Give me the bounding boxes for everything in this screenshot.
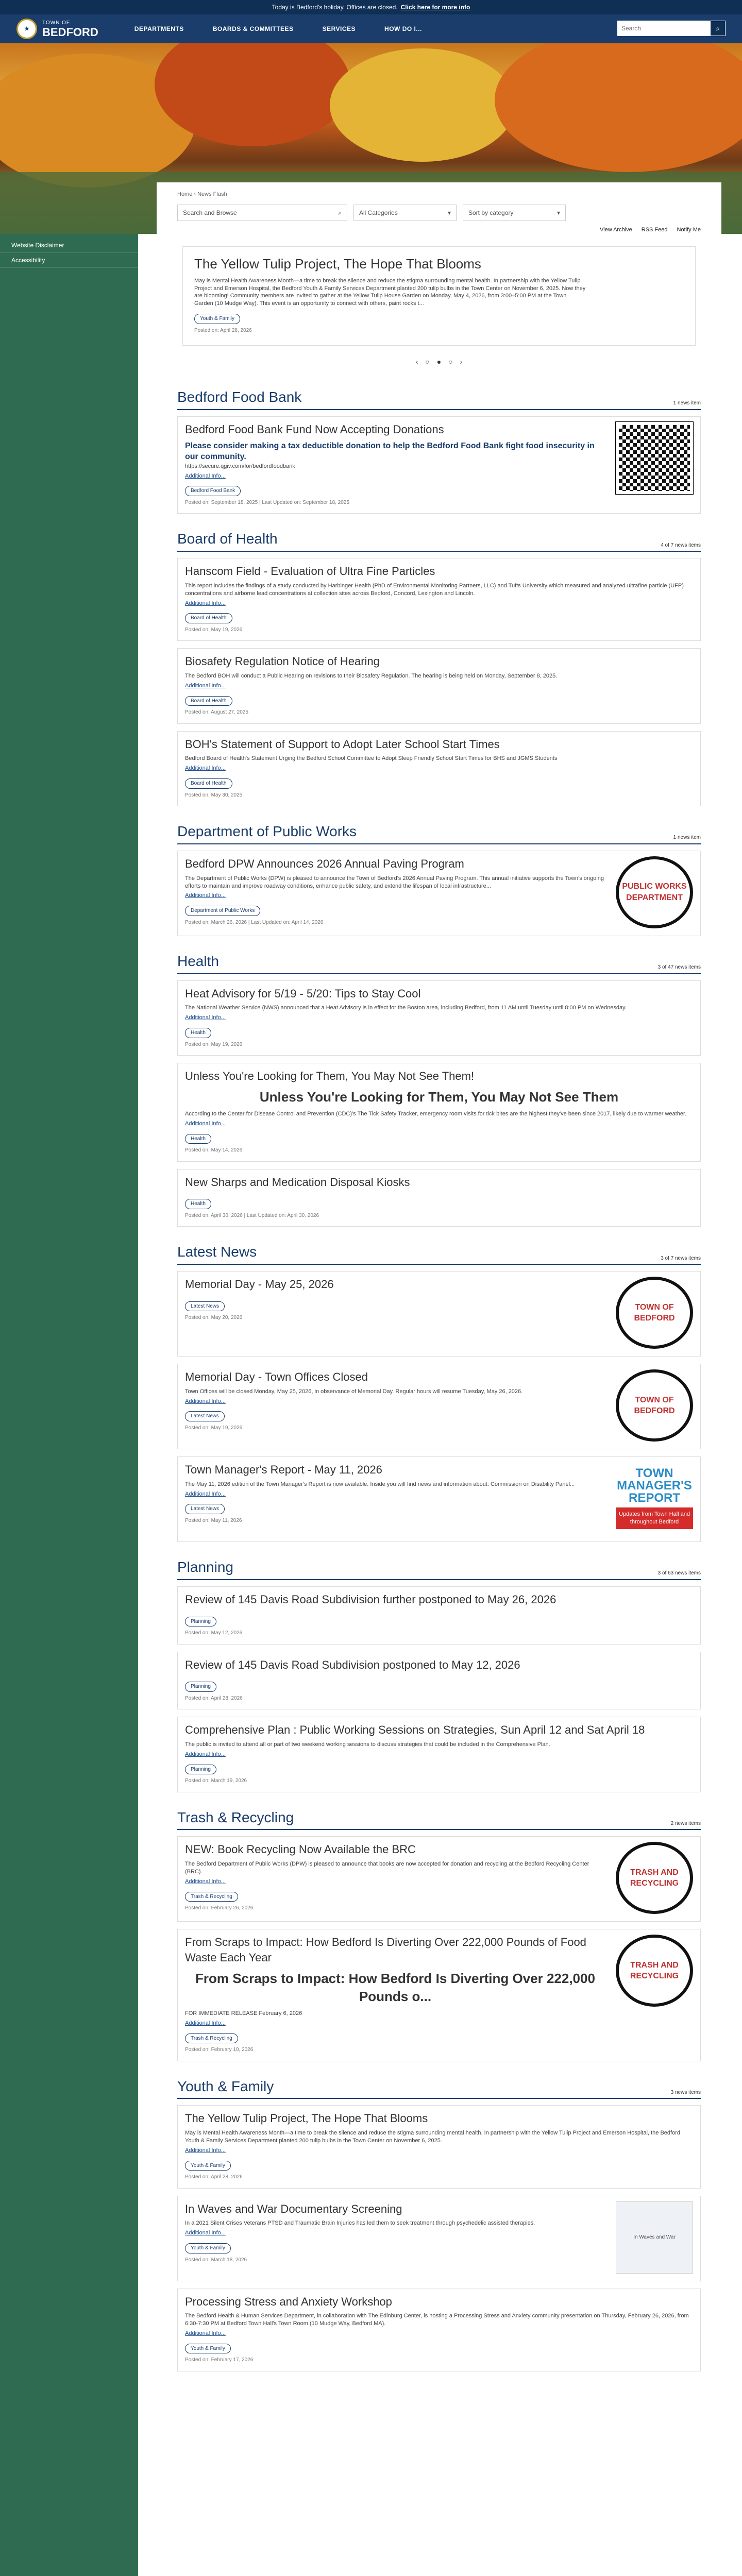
section-title[interactable]: Board of Health bbox=[177, 531, 278, 547]
news-item-meta: Posted on: May 20, 2026 bbox=[185, 1315, 243, 1321]
section-count: 3 of 7 news items bbox=[661, 1255, 701, 1261]
section-count: 1 news item bbox=[673, 400, 701, 406]
sidebar bbox=[0, 234, 138, 2576]
news-item bbox=[177, 2289, 701, 2371]
news-item bbox=[177, 1364, 701, 1449]
news-search-field[interactable] bbox=[177, 205, 347, 221]
news-section bbox=[177, 822, 701, 936]
carousel-controls bbox=[177, 357, 701, 367]
news-item bbox=[177, 648, 701, 723]
news-item-excerpt: https://secure.qgiv.com/for/bedfordfoodbank bbox=[185, 463, 295, 469]
news-item-title[interactable]: In Waves and War Documentary Screening bbox=[185, 2202, 402, 2215]
news-item bbox=[177, 416, 701, 514]
news-item-body bbox=[185, 1842, 605, 1914]
news-item-tag[interactable]: Bedford Food Bank bbox=[185, 486, 241, 496]
news-item-title[interactable]: The Yellow Tulip Project, The Hope That Blooms bbox=[185, 2112, 428, 2125]
town-seal-icon: ★ bbox=[16, 19, 37, 39]
additional-info-link[interactable]: Additional Info... bbox=[185, 2020, 226, 2026]
seal-logo-image: TOWN OF BEDFORD bbox=[616, 1369, 693, 1442]
news-item-tag[interactable]: Board of Health bbox=[185, 613, 232, 623]
news-item-banner-text: Unless You're Looking for Them, You May Not See Them bbox=[259, 1089, 619, 1105]
news-item bbox=[177, 1652, 701, 1710]
tool-link[interactable]: Notify Me bbox=[677, 226, 701, 233]
news-item-tag[interactable]: Youth & Family bbox=[185, 2344, 231, 2354]
news-item-tag[interactable]: Health bbox=[185, 1134, 211, 1144]
news-item bbox=[177, 1586, 701, 1645]
news-section bbox=[177, 2077, 701, 2371]
dpw-logo-image: PUBLIC WORKS DEPARTMENT bbox=[616, 856, 693, 928]
news-item-body bbox=[185, 1175, 693, 1219]
carousel-dot[interactable]: ○ bbox=[425, 358, 430, 366]
news-tools bbox=[177, 226, 701, 234]
news-item-meta: Posted on: May 12, 2026 bbox=[185, 1630, 243, 1636]
news-item-body bbox=[185, 1069, 693, 1154]
news-item-title[interactable]: Processing Stress and Anxiety Workshop bbox=[185, 2295, 392, 2308]
tool-link[interactable]: View Archive bbox=[600, 226, 632, 233]
alert-link[interactable]: Click here for more info bbox=[400, 3, 470, 11]
logo-top: TOWN OF bbox=[42, 20, 71, 26]
qr-code-image bbox=[616, 422, 693, 494]
section-title[interactable]: Bedford Food Bank bbox=[177, 389, 302, 405]
news-item-tag[interactable]: Board of Health bbox=[185, 778, 232, 789]
news-item-excerpt: The Bedford Health & Human Services Department, in collaboration with The Edinburg Center, is hosting a Processing Stress and Anxiety community presentation on Thursday, February 26, 2026, from 6:30-7:30 PM at Bedford Town Hall's Town Room (10 Mudge Way, Bedford MA). bbox=[185, 2313, 689, 2327]
news-item-excerpt: This report includes the findings of a study conducted by Harbinger Health (PhD of Environmental Monitoring Partners, LLC) and Tufts University which measured and analyzed ultrafine particle (UFP) concentrations and airborne lead concentrations at collection sites across Bedford, Concord, Lexington and Lincoln. bbox=[185, 582, 684, 597]
news-item-body bbox=[185, 1592, 693, 1637]
breadcrumb[interactable]: Home › News Flash bbox=[177, 191, 227, 197]
news-item-body bbox=[185, 1722, 693, 1784]
news-item-body bbox=[185, 1462, 605, 1534]
sort-select[interactable] bbox=[463, 205, 566, 221]
news-section bbox=[177, 952, 701, 1227]
search-icon[interactable]: ⌕ bbox=[710, 21, 726, 36]
news-section bbox=[177, 529, 701, 806]
news-item-tag[interactable]: Youth & Family bbox=[185, 2243, 231, 2253]
additional-info-link[interactable]: Additional Info... bbox=[185, 2330, 226, 2337]
news-item-body bbox=[185, 2201, 605, 2274]
news-item-meta: Posted on: May 19, 2026 bbox=[185, 626, 243, 633]
nav-item[interactable]: SERVICES bbox=[322, 25, 356, 32]
news-item-meta: Posted on: April 30, 2026 | Last Updated on: April 30, 2026 bbox=[185, 1212, 319, 1218]
additional-info-link[interactable]: Additional Info... bbox=[185, 2230, 226, 2236]
news-item-tag[interactable]: Planning bbox=[185, 1765, 216, 1775]
section-header bbox=[177, 387, 701, 410]
news-item-tag[interactable]: Health bbox=[185, 1199, 211, 1209]
news-item-title[interactable]: Memorial Day - Town Offices Closed bbox=[185, 1370, 368, 1384]
news-item-excerpt: The Bedford BOH will conduct a Public Hearing on revisions to their Biosafety Regulation. The hearing is being held on Monday, September 8, 2025. bbox=[185, 673, 558, 680]
news-item-title[interactable]: Bedford Food Bank Fund Now Accepting Donations bbox=[185, 422, 444, 436]
news-item-title[interactable]: Biosafety Regulation Notice of Hearing bbox=[185, 655, 380, 668]
news-item-title[interactable]: Hanscom Field - Evaluation of Ultra Fine Particles bbox=[185, 565, 435, 578]
news-item-meta: Posted on: March 19, 2026 bbox=[185, 1778, 247, 1784]
section-title[interactable]: Planning bbox=[177, 1559, 233, 1575]
news-item-title[interactable]: Memorial Day - May 25, 2026 bbox=[185, 1278, 334, 1291]
section-count: 1 news item bbox=[673, 835, 701, 841]
news-item-body bbox=[185, 737, 693, 799]
news-item-tag[interactable]: Health bbox=[185, 1028, 211, 1038]
news-item-tag[interactable]: Planning bbox=[185, 1617, 216, 1627]
additional-info-link[interactable]: Additional Info... bbox=[185, 1120, 226, 1127]
trash-logo-image: TRASH AND RECYCLING bbox=[616, 1842, 693, 1914]
news-item-title[interactable]: Heat Advisory for 5/19 - 5/20: Tips to Stay Cool bbox=[185, 987, 421, 1000]
news-item-excerpt: Bedford Board of Health's Statement Urging the Bedford School Committee to Adopt Sleep Friendly School Start Times for BHS and JGMS Students bbox=[185, 755, 558, 762]
news-item-title[interactable]: Review of 145 Davis Road Subdivision postponed to May 12, 2026 bbox=[185, 1658, 520, 1671]
news-item-meta: Posted on: May 30, 2025 bbox=[185, 792, 243, 798]
nav-item[interactable]: DEPARTMENTS bbox=[134, 25, 184, 32]
news-item-meta: Posted on: August 27, 2025 bbox=[185, 709, 248, 716]
search-icon: ⌕ bbox=[338, 209, 342, 216]
chevron-down-icon: ▾ bbox=[556, 209, 560, 216]
filters bbox=[177, 205, 701, 221]
additional-info-link[interactable]: Additional Info... bbox=[185, 2147, 226, 2154]
additional-info-link[interactable]: Additional Info... bbox=[185, 1014, 226, 1021]
news-item-body bbox=[185, 1657, 693, 1702]
news-item-tag[interactable]: Latest News bbox=[185, 1504, 225, 1514]
news-item-meta: Posted on: April 28, 2026 bbox=[185, 2174, 243, 2180]
news-section bbox=[177, 1557, 701, 1792]
news-item bbox=[177, 851, 701, 936]
news-item-excerpt: In a 2021 Silent Crises Veterans PTSD and Traumatic Brain Injuries has led them to seek treatment through psychedelic assisted therapies. bbox=[185, 2220, 535, 2227]
alert-text: Today is Bedford's holiday. Offices are closed. bbox=[272, 3, 398, 11]
sidebar-item[interactable]: Website Disclaimer bbox=[0, 238, 138, 253]
news-item-body bbox=[185, 1935, 605, 2053]
section-count: 3 of 47 news items bbox=[657, 964, 701, 971]
additional-info-link[interactable]: Additional Info... bbox=[185, 600, 226, 606]
chevron-left-icon[interactable]: ‹ bbox=[415, 358, 418, 366]
category-select[interactable] bbox=[353, 205, 457, 221]
site-logo[interactable] bbox=[16, 19, 98, 39]
news-item-excerpt: Town Offices will be closed Monday, May 25, 2026, in observance of Memorial Day. Regular hours will resume Tuesday, May 26, 2026. bbox=[185, 1388, 523, 1395]
news-item-meta: Posted on: May 19, 2026 bbox=[185, 1041, 243, 1047]
news-item-tag[interactable]: Planning bbox=[185, 1682, 216, 1692]
news-item bbox=[177, 1456, 701, 1542]
nav-item[interactable]: BOARDS & COMMITTEES bbox=[212, 25, 294, 32]
news-item-meta: Posted on: March 26, 2026 | Last Updated on: April 14, 2026 bbox=[185, 919, 324, 925]
documentary-image: In Waves and War bbox=[616, 2201, 693, 2274]
additional-info-link[interactable]: Additional Info... bbox=[185, 765, 226, 772]
news-item bbox=[177, 1929, 701, 2061]
section-header bbox=[177, 952, 701, 974]
section-count: 2 news items bbox=[670, 1820, 701, 1826]
news-item-title[interactable]: Comprehensive Plan : Public Working Sessions on Strategies, Sun April 12 and Sat April 18 bbox=[185, 1723, 645, 1737]
news-item-tag[interactable]: Latest News bbox=[185, 1301, 225, 1312]
news-item-meta: Posted on: March 18, 2026 bbox=[185, 2257, 247, 2263]
section-title[interactable]: Health bbox=[177, 953, 219, 969]
news-item-excerpt: The Department of Public Works (DPW) is pleased to announce the Town of Bedford's 2026 Annual Paving Program. This annual initiative supports the Town's ongoing efforts to maintain and improve roadway conditions, enhance public safety, and extend the lifespan of local infrastructure... bbox=[185, 875, 604, 889]
news-item-excerpt: May is Mental Health Awareness Month—a time to break the silence and reduce the stigma surrounding mental health. In partnership with the Yellow Tulip Project and Emerson Hospital, the Bedford Youth & Family Services Department planted 200 tulip bulbs in the Town Center on November 6, 2025. bbox=[185, 2130, 680, 2144]
chevron-down-icon: ▾ bbox=[447, 209, 451, 216]
additional-info-link[interactable]: Additional Info... bbox=[185, 682, 226, 689]
section-title[interactable]: Trash & Recycling bbox=[177, 1809, 294, 1825]
news-item-title[interactable]: From Scraps to Impact: How Bedford Is Diverting Over 222,000 Pounds of Food Waste Each Year bbox=[185, 1936, 586, 1964]
news-item bbox=[177, 980, 701, 1056]
featured-news bbox=[182, 246, 696, 346]
news-item-excerpt: The May 11, 2026 edition of the Town Manager's Report is now available. Inside you will find news and information about: Commission on Disability Panel... bbox=[185, 1481, 575, 1487]
news-item-excerpt: FOR IMMEDIATE RELEASE February 6, 2026 bbox=[185, 2010, 302, 2016]
additional-info-link[interactable]: Additional Info... bbox=[185, 1878, 226, 1885]
news-item bbox=[177, 1271, 701, 1357]
section-header bbox=[177, 822, 701, 844]
news-item-title[interactable]: Review of 145 Davis Road Subdivision further postponed to May 26, 2026 bbox=[185, 1592, 556, 1606]
section-count: 4 of 7 news items bbox=[661, 542, 701, 548]
news-item bbox=[177, 1063, 701, 1161]
section-count: 3 of 63 news items bbox=[657, 1570, 701, 1577]
news-sections bbox=[177, 387, 701, 2371]
news-item-meta: Posted on: February 10, 2026 bbox=[185, 2047, 254, 2053]
news-item-excerpt: The National Weather Service (NWS) announced that a Heat Advisory is in effect for the Boston area, including Bedford, from 11 AM until Tuesday until 8:00 PM on Wednesday. bbox=[185, 1005, 627, 1011]
additional-info-link[interactable]: Additional Info... bbox=[185, 1751, 226, 1757]
category-value: All Categories bbox=[359, 209, 398, 216]
alert-bar bbox=[0, 0, 742, 14]
additional-info-link[interactable]: Additional Info... bbox=[185, 1398, 226, 1404]
news-item-body bbox=[185, 654, 693, 716]
news-section bbox=[177, 1242, 701, 1542]
news-item-body bbox=[185, 564, 693, 633]
featured-meta: Posted on: April 28, 2026 bbox=[194, 327, 252, 333]
trash-logo-image: TRASH AND RECYCLING bbox=[616, 1935, 693, 2007]
news-item bbox=[177, 1169, 701, 1227]
news-item-tag[interactable]: Board of Health bbox=[185, 696, 232, 706]
section-header bbox=[177, 529, 701, 552]
news-item-title[interactable]: Unless You're Looking for Them, You May Not See Them! bbox=[185, 1070, 475, 1083]
news-item-body bbox=[185, 1277, 605, 1349]
news-item-body bbox=[185, 986, 693, 1048]
section-title[interactable]: Department of Public Works bbox=[177, 823, 357, 840]
news-item bbox=[177, 1717, 701, 1792]
section-count: 3 news items bbox=[670, 2089, 701, 2095]
seal-logo-image: TOWN OF BEDFORD bbox=[616, 1277, 693, 1349]
search-input[interactable] bbox=[617, 21, 710, 36]
news-item-body bbox=[185, 1369, 605, 1442]
news-item-excerpt: The Bedford Department of Public Works (DPW) is pleased to announce that books are now accepted for donation and recycling at the Bedford Recycling Center (BRC). bbox=[185, 1861, 589, 1875]
section-title[interactable]: Latest News bbox=[177, 1244, 257, 1260]
news-item-excerpt: According to the Center for Disease Control and Prevention (CDC)'s The Tick Safety Tracker, emergency room visits for tick bites are the highest they've been since 2017, likely due to warmer weather. bbox=[185, 1110, 687, 1117]
news-section bbox=[177, 1808, 701, 2061]
news-item-title[interactable]: NEW: Book Recycling Now Available the BRC bbox=[185, 1843, 416, 1856]
nav-item[interactable]: HOW DO I... bbox=[384, 25, 422, 32]
news-search-placeholder: Search and Browse bbox=[183, 209, 237, 216]
tool-link[interactable]: RSS Feed bbox=[641, 226, 668, 233]
news-item-tag[interactable]: Trash & Recycling bbox=[185, 1892, 238, 1902]
news-item-meta: Posted on: September 18, 2025 | Last Updated on: September 18, 2025 bbox=[185, 499, 349, 505]
news-item-title[interactable]: BOH's Statement of Support to Adopt Later School Start Times bbox=[185, 737, 500, 751]
news-item-tag[interactable]: Department of Public Works bbox=[185, 906, 260, 916]
report-subtitle: Updates from Town Hall and throughout Bedford bbox=[616, 1507, 693, 1529]
header-search bbox=[617, 21, 726, 36]
logo-name: BEDFORD bbox=[42, 25, 98, 39]
carousel-dot[interactable]: ○ bbox=[448, 358, 453, 366]
sort-value: Sort by category bbox=[468, 209, 514, 216]
news-item-meta: Posted on: February 17, 2026 bbox=[185, 2357, 254, 2363]
featured-title[interactable]: The Yellow Tulip Project, The Hope That Blooms bbox=[194, 256, 481, 272]
news-item bbox=[177, 1836, 701, 1922]
news-section bbox=[177, 387, 701, 514]
news-item-body bbox=[185, 856, 605, 928]
news-item-meta: Posted on: May 19, 2026 bbox=[185, 1425, 243, 1431]
additional-info-link[interactable]: Additional Info... bbox=[185, 472, 226, 479]
report-image bbox=[616, 1462, 693, 1534]
news-item-banner-text: From Scraps to Impact: How Bedford Is Diverting Over 222,000 Pounds o... bbox=[195, 1970, 595, 2004]
section-header bbox=[177, 1242, 701, 1265]
carousel-dot-active[interactable]: ● bbox=[436, 358, 442, 366]
news-content bbox=[157, 182, 721, 2576]
section-header bbox=[177, 2077, 701, 2099]
section-header bbox=[177, 1557, 701, 1580]
site-header bbox=[0, 14, 742, 43]
featured-tag[interactable]: Youth & Family bbox=[194, 314, 240, 324]
news-item bbox=[177, 731, 701, 806]
news-item bbox=[177, 558, 701, 641]
news-item-meta: Posted on: May 14, 2026 bbox=[185, 1147, 243, 1154]
section-header bbox=[177, 1808, 701, 1831]
news-item-tag[interactable]: Latest News bbox=[185, 1411, 225, 1421]
news-item-title[interactable]: Bedford DPW Announces 2026 Annual Paving Program bbox=[185, 857, 464, 870]
main-nav bbox=[134, 25, 422, 33]
report-title: TOWN MANAGER'S REPORT bbox=[617, 1466, 692, 1505]
news-item-tag[interactable]: Youth & Family bbox=[185, 2161, 231, 2171]
news-item bbox=[177, 2105, 701, 2188]
sidebar-item[interactable]: Accessibility bbox=[0, 253, 138, 268]
news-item-title[interactable]: New Sharps and Medication Disposal Kiosks bbox=[185, 1175, 410, 1189]
news-item bbox=[177, 2196, 701, 2281]
additional-info-link[interactable]: Additional Info... bbox=[185, 1490, 226, 1497]
news-item-title[interactable]: Town Manager's Report - May 11, 2026 bbox=[185, 1463, 382, 1477]
additional-info-link[interactable]: Additional Info... bbox=[185, 892, 226, 899]
news-item-body bbox=[185, 2111, 693, 2180]
news-item-meta: Posted on: February 26, 2026 bbox=[185, 1905, 254, 1911]
news-item-excerpt: The public is invited to attend all or part of two weekend working sessions to discuss strategies that could be included in the Comprehensive Plan. bbox=[185, 1741, 550, 1748]
news-item-body bbox=[185, 2294, 693, 2364]
featured-text: May is Mental Health Awareness Month—a time to break the silence and reduce the stigma surrounding mental health. In partnership with the Yellow Tulip Project and Emerson Hospital, the Bedford Youth & Family Services Department planted 200 tulip bulbs in the Town Center on November 6, 2025. Now they are blooming! Community members are invited to gather at the Yellow Tulip House Garden on Monday, May 4, 2026, from 3:00–5:00 PM at the Town Garden (10 Mudge Way). This event is an opportunity to connect with others, paint rocks t... bbox=[194, 277, 586, 307]
news-item-meta: Posted on: May 11, 2026 bbox=[185, 1517, 242, 1523]
news-item-meta: Posted on: April 28, 2026 bbox=[185, 1695, 243, 1701]
news-item-highlight: Please consider making a tax deductible donation to help the Bedford Food Bank fight food insecurity in our community. bbox=[185, 441, 595, 462]
news-item-tag[interactable]: Trash & Recycling bbox=[185, 2033, 238, 2044]
chevron-right-icon[interactable]: › bbox=[460, 358, 463, 366]
section-title[interactable]: Youth & Family bbox=[177, 2078, 274, 2094]
news-item-body bbox=[185, 422, 605, 506]
